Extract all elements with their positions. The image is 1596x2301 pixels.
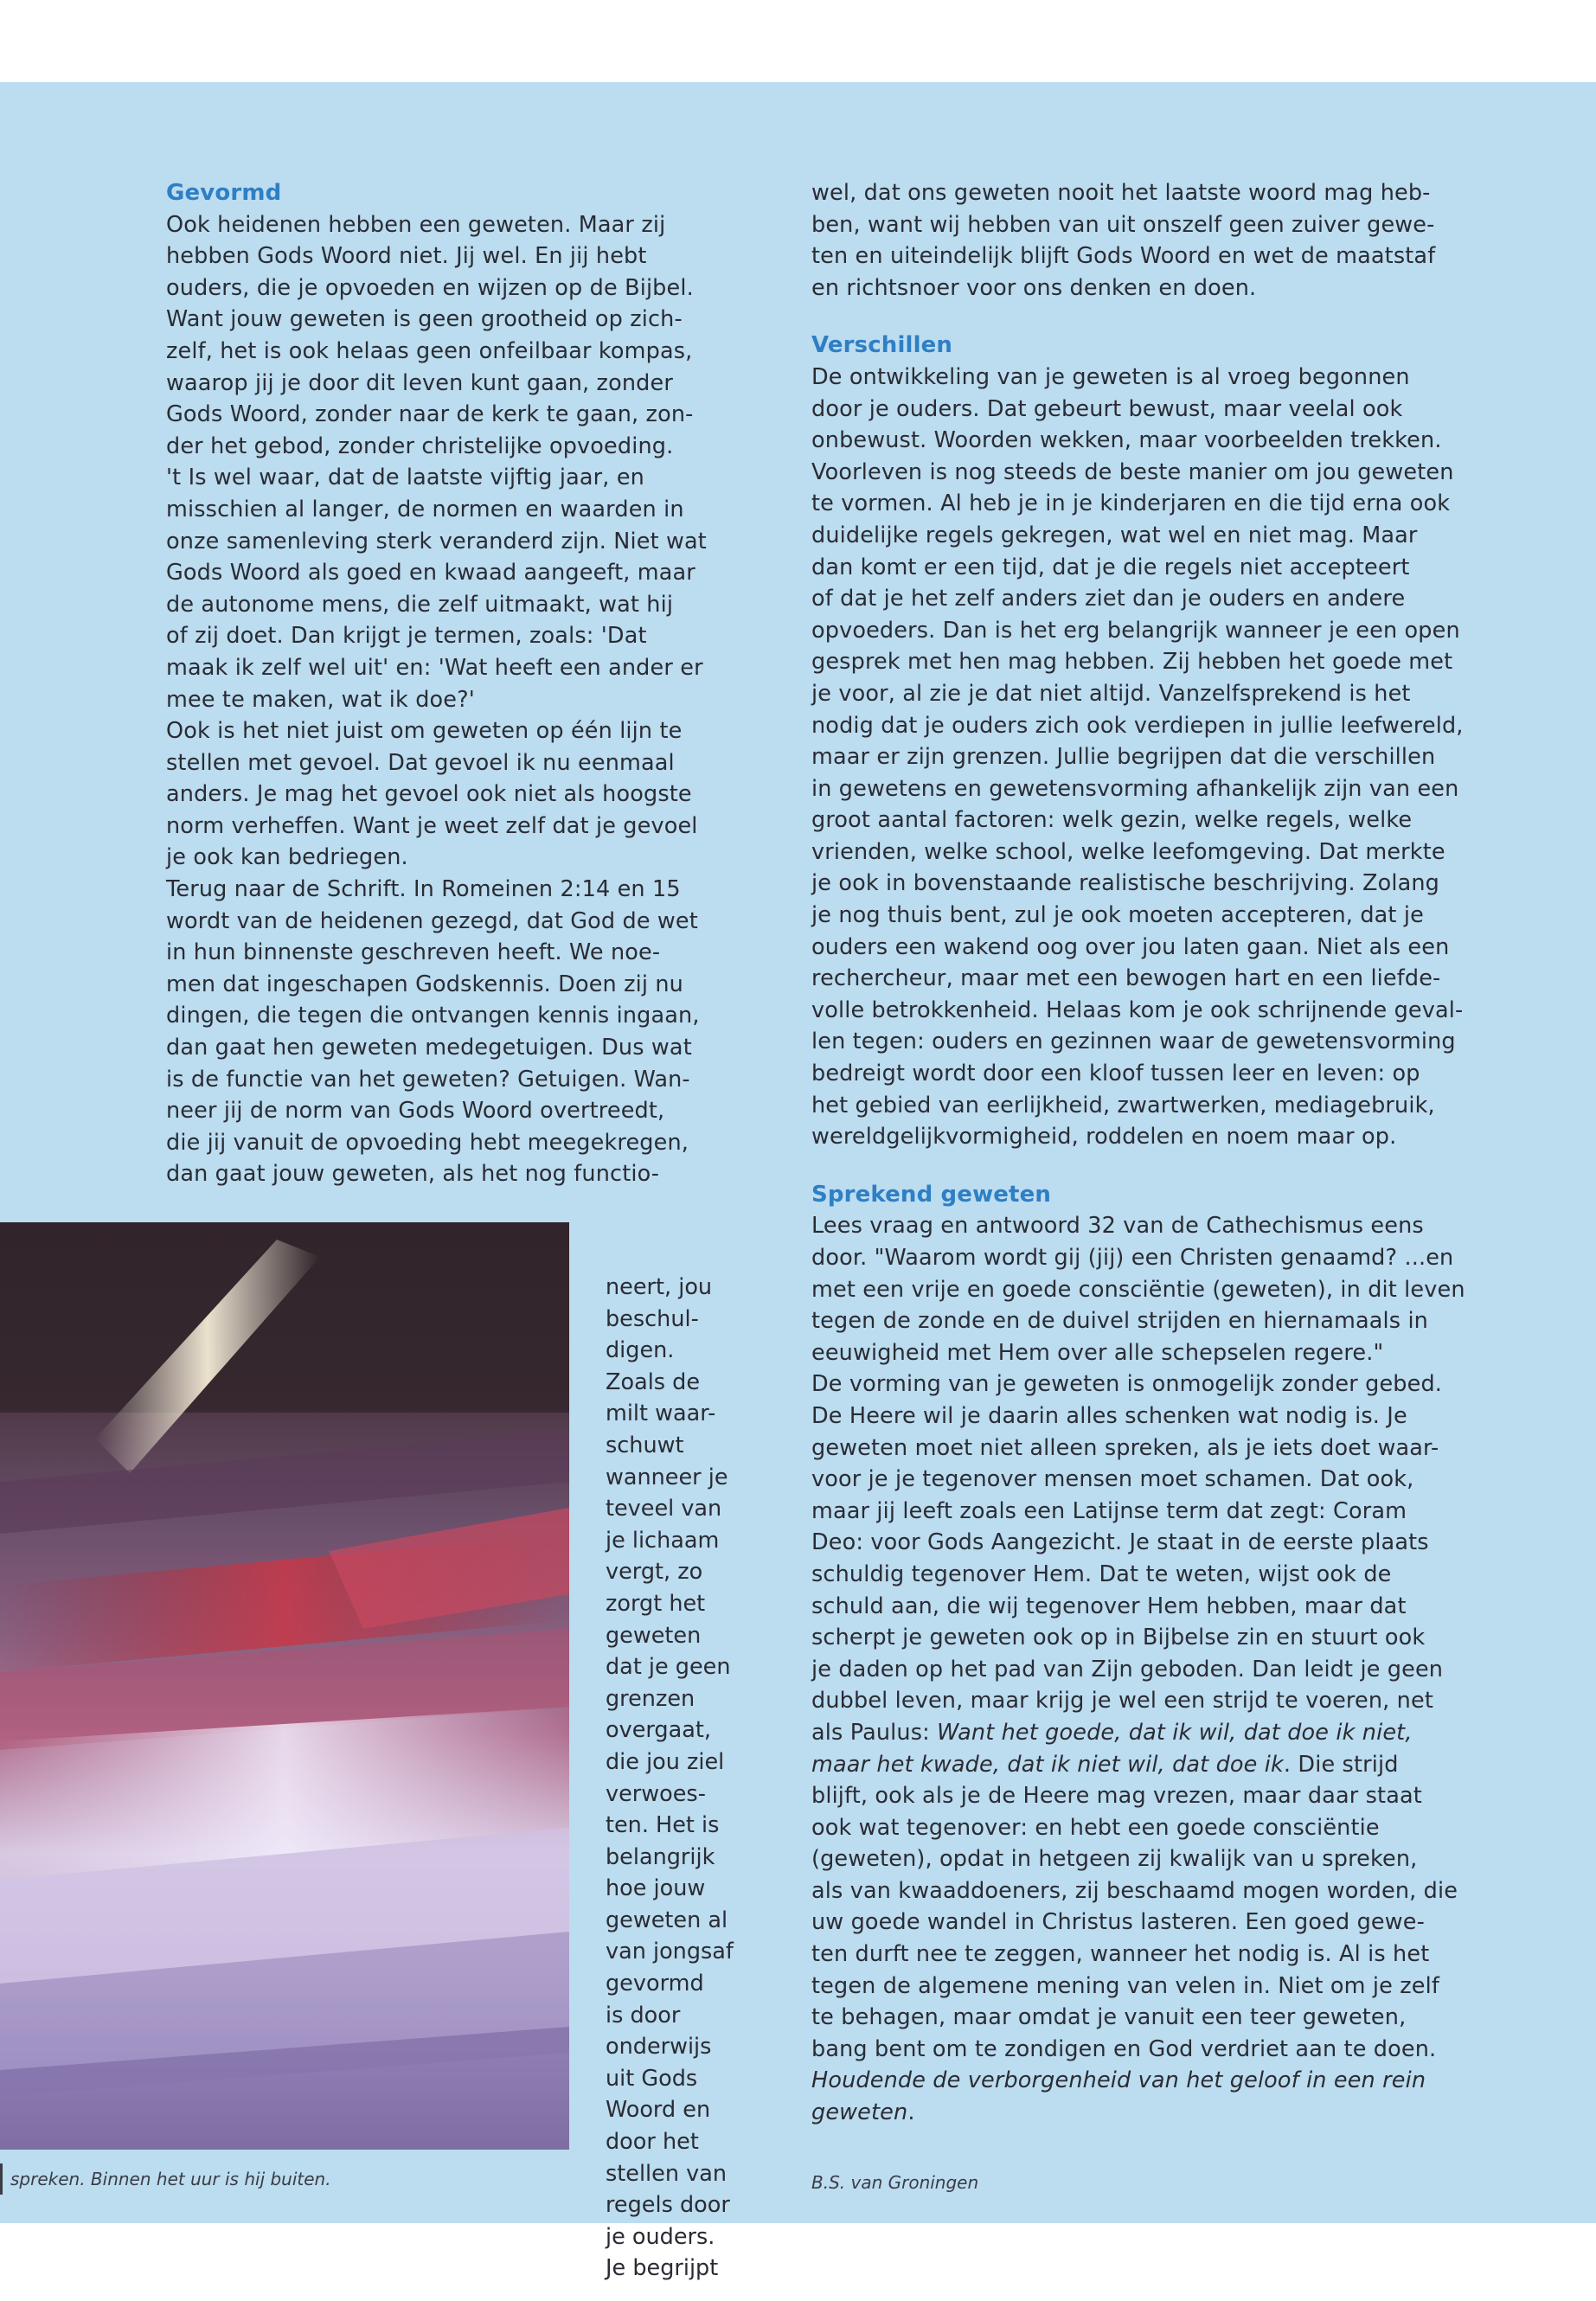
narrow-line: regels door: [606, 2192, 730, 2219]
paulus-quote-italic: Want het goede, dat ik wil, dat doe ik niet,: [937, 1719, 1413, 1746]
body-line: uw goede wandel in Christus lasteren. Een goed gewe-: [811, 1909, 1425, 1936]
narrow-line: ten. Het is: [606, 1812, 720, 1839]
body-line: len tegen: ouders en gezinnen waar de gewetensvorming: [811, 1029, 1456, 1055]
narrow-line: milt waar-: [606, 1400, 716, 1427]
photo-caption: spreken. Binnen het uur is hij buiten.: [10, 2169, 331, 2189]
narrow-line: beschul-: [606, 1305, 699, 1332]
body-line: onbewust. Woorden wekken, maar voorbeelden trekken.: [811, 427, 1442, 454]
body-line: is de functie van het geweten? Getuigen. Wan-: [166, 1066, 690, 1093]
body-line: bedreigt wordt door een kloof tussen leer en leven: op: [811, 1061, 1420, 1087]
body-line: nodig dat je ouders zich ook verdiepen in jullie leefwereld,: [811, 712, 1464, 739]
body-line: maar jij leeft zoals een Latijnse term dat zegt: Coram: [811, 1497, 1407, 1524]
narrow-line: uit Gods: [606, 2065, 698, 2092]
body-line: te behagen, maar omdat je vanuit een teer geweten,: [811, 2004, 1407, 2031]
narrow-line: gevormd: [606, 1971, 704, 1997]
narrow-line: vergt, zo: [606, 1559, 703, 1586]
closing-italic: geweten: [811, 2099, 908, 2126]
narrow-column: [606, 1272, 757, 2285]
narrow-line: belangrijk: [606, 1843, 715, 1870]
body-line: bang bent om te zondigen en God verdriet aan te doen.: [811, 2035, 1437, 2062]
body-line: misschien al langer, de normen en waarden in: [166, 496, 684, 522]
paulus-rest: . Die strijd: [1283, 1751, 1399, 1778]
body-line: scherpt je geweten ook op in Bijbelse zin en stuurt ook: [811, 1625, 1426, 1651]
body-line: de autonome mens, die zelf uitmaakt, wat hij: [166, 591, 674, 618]
body-line: het gebied van eerlijkheid, zwartwerken, mediagebruik,: [811, 1092, 1435, 1118]
body-line: (geweten), opdat in hetgeen zij kwalijk van u spreken,: [811, 1846, 1418, 1873]
narrow-line: digen.: [606, 1337, 675, 1364]
paulus-quote-italic-2: maar het kwade, dat ik niet wil, dat doe ik: [811, 1751, 1284, 1778]
left-body: [166, 209, 759, 1190]
right-column: [811, 177, 1521, 2129]
body-line: De ontwikkeling van je geweten is al vroeg begonnen: [811, 363, 1410, 390]
narrow-line: door het: [606, 2129, 699, 2156]
right-intro: [811, 177, 1521, 304]
body-line: dubbel leven, maar krijg je wel een strijd te voeren, net: [811, 1688, 1433, 1715]
body-line: schuldig tegenover Hem. Dat te weten, wijst ook de: [811, 1561, 1392, 1587]
body-line: je ook in bovenstaande realistische beschrijving. Zolang: [811, 870, 1440, 897]
body-line: dan komt er een tijd, dat je die regels niet accepteert: [811, 554, 1410, 580]
body-line: dingen, die tegen die ontvangen kennis ingaan,: [166, 1003, 700, 1029]
body-line: in hun binnenste geschreven heeft. We noe-: [166, 939, 661, 966]
body-line: duidelijke regels gekregen, wat wel en niet mag. Maar: [811, 522, 1418, 548]
narrow-line: geweten al: [606, 1907, 728, 1933]
body-line: dan gaat hen geweten medegetuigen. Dus wat: [166, 1035, 692, 1061]
body-line: 't Is wel waar, dat de laatste vijftig jaar, en: [166, 465, 644, 491]
narrow-line: die jou ziel: [606, 1748, 725, 1775]
body-line: je voor, al zie je dat niet altijd. Vanzelfsprekend is het: [811, 680, 1411, 707]
body-line: Gods Woord als goed en kwaad aangeeft, maar: [166, 560, 695, 586]
body-line: of dat je het zelf anders ziet dan je ouders en andere: [811, 586, 1406, 612]
narrow-line: hoe jouw: [606, 1875, 706, 1902]
body-line: De vorming van je geweten is onmogelijk zonder gebed.: [811, 1371, 1443, 1398]
body-line: maar er zijn grenzen. Jullie begrijpen dat die verschillen: [811, 744, 1436, 771]
body-line: je ook kan bedriegen.: [166, 844, 408, 871]
narrow-line: je ouders.: [606, 2223, 715, 2250]
body-line: hebben Gods Woord niet. Jij wel. En jij hebt: [166, 243, 647, 270]
body-line: te vormen. Al heb je in je kinderjaren en die tijd erna ook: [811, 490, 1451, 517]
section-sprekend-body: [811, 1210, 1521, 1717]
magazine-page: [0, 82, 1596, 2282]
body-line: blijft, ook als je de Heere mag vrezen, maar daar staat: [811, 1783, 1422, 1810]
narrow-line: wanneer je: [606, 1464, 728, 1490]
left-column: [166, 177, 759, 1190]
section-sprekend-body-2: [811, 1780, 1521, 2065]
body-line: onze samenleving sterk veranderd zijn. Niet wat: [166, 528, 707, 554]
body-line: ouders een wakend oog over jou laten gaan. Niet als een: [811, 933, 1450, 960]
body-line: door je ouders. Dat gebeurt bewust, maar veelal ook: [811, 395, 1403, 422]
narrow-line: grenzen: [606, 1685, 695, 1712]
body-line: waarop jij je door dit leven kunt gaan, zonder: [166, 369, 673, 396]
narrow-line: geweten: [606, 1622, 702, 1649]
heading-gevormd: Gevormd: [166, 180, 282, 206]
narrow-line: Je begrijpt: [606, 2255, 719, 2282]
body-line: wel, dat ons geweten nooit het laatste woord mag heb-: [811, 180, 1431, 206]
narrow-line: teveel van: [606, 1496, 722, 1522]
narrow-line: neert, jou: [606, 1274, 713, 1300]
paulus-quote-line: [811, 1717, 1521, 1749]
blurred-photo: [0, 1222, 569, 2150]
body-line: als van kwaaddoeners, zij beschaamd mogen worden, die: [811, 1877, 1458, 1904]
narrow-line: is door: [606, 2002, 681, 2029]
body-line: Voorleven is nog steeds de beste manier om jou geweten: [811, 458, 1454, 485]
body-line: vrienden, welke school, welke leefomgeving. Dat merkte: [811, 838, 1445, 865]
body-line: Terug naar de Schrift. In Romeinen 2:14 en 15: [166, 876, 681, 903]
body-line: geweten moet niet alleen spreken, als je iets doet waar-: [811, 1434, 1439, 1461]
body-line: opvoeders. Dan is het erg belangrijk wanneer je een open: [811, 617, 1460, 644]
body-line: mee te maken, wat ik doe?': [166, 686, 475, 713]
body-line: anders. Je mag het gevoel ook niet als hoogste: [166, 781, 692, 808]
paulus-prefix: als Paulus:: [811, 1719, 938, 1746]
body-line: ook wat tegenover: en hebt een goede consciëntie: [811, 1814, 1380, 1841]
narrow-line: Woord en: [606, 2097, 711, 2124]
narrow-line: dat je geen: [606, 1654, 731, 1681]
body-line: in gewetens en gewetensvorming afhankelijk zijn van een: [811, 775, 1459, 802]
body-line: maak ik zelf wel uit' en: 'Wat heeft een ander er: [166, 654, 703, 681]
narrow-line: overgaat,: [606, 1717, 711, 1744]
body-line: neer jij de norm van Gods Woord overtreedt,: [166, 1098, 665, 1125]
closing-line-2: [811, 2097, 1521, 2129]
body-line: door. "Waarom wordt gij (jij) een Christen genaamd? ...en: [811, 1245, 1454, 1271]
narrow-line: verwoes-: [606, 1780, 706, 1807]
body-line: wereldgelijkvormigheid, roddelen en noem maar op.: [811, 1124, 1397, 1150]
caption-marker: [0, 2163, 3, 2195]
body-line: eeuwigheid met Hem over alle schepselen regere.": [811, 1339, 1384, 1366]
body-line: ten en uiteindelijk blijft Gods Woord en wet de maatstaf: [811, 243, 1436, 270]
body-line: tegen de zonde en de duivel strijden en hiernamaals in: [811, 1308, 1428, 1335]
body-line: Gods Woord, zonder naar de kerk te gaan, zon-: [166, 401, 694, 428]
body-line: rechercheur, maar met een bewogen hart en een liefde-: [811, 965, 1441, 992]
body-line: voor je je tegenover mensen moet schamen. Dat ook,: [811, 1466, 1414, 1493]
narrow-line: schuwt: [606, 1432, 684, 1458]
body-line: ten durft nee te zeggen, wanneer het nodig is. Al is het: [811, 1941, 1430, 1968]
heading-verschillen: Verschillen: [811, 332, 953, 359]
body-line: tegen de algemene mening van velen in. Niet om je zelf: [811, 1972, 1439, 1999]
body-line: der het gebod, zonder christelijke opvoeding.: [166, 433, 674, 459]
body-line: Lees vraag en antwoord 32 van de Cathechismus eens: [811, 1213, 1424, 1240]
section-verschillen-body: [811, 362, 1521, 1153]
body-line: of zij doet. Dan krijgt je termen, zoals: 'Dat: [166, 623, 647, 650]
body-line: gesprek met hen mag hebben. Zij hebben het goede met: [811, 649, 1453, 676]
body-line: ouders, die je opvoeden en wijzen op de Bijbel.: [166, 274, 694, 301]
closing-period: .: [907, 2099, 915, 2126]
narrow-line: stellen van: [606, 2160, 727, 2187]
body-line: je nog thuis bent, zul je ook moeten accepteren, dat je: [811, 902, 1424, 929]
body-line: men dat ingeschapen Godskennis. Doen zij nu: [166, 971, 683, 997]
body-line: Want jouw geweten is geen grootheid op zich-: [166, 306, 683, 333]
narrow-line: je lichaam: [606, 1527, 720, 1554]
body-line: groot aantal factoren: welk gezin, welke regels, welke: [811, 807, 1413, 834]
narrow-line: onderwijs: [606, 2034, 712, 2061]
body-line: wordt van de heidenen gezegd, dat God de wet: [166, 907, 698, 934]
body-line: volle betrokkenheid. Helaas kom je ook schrijnende geval-: [811, 997, 1464, 1023]
body-line: stellen met gevoel. Dat gevoel ik nu eenmaal: [166, 749, 675, 776]
body-line: ben, want wij hebben van uit onszelf geen zuiver gewe-: [811, 211, 1435, 238]
body-line: norm verheffen. Want je weet zelf dat je gevoel: [166, 812, 698, 839]
author-byline: B.S. van Groningen: [811, 2172, 979, 2193]
body-line: met een vrije en goede consciëntie (geweten), in dit leven: [811, 1276, 1465, 1303]
body-line: Ook heidenen hebben een geweten. Maar zij: [166, 211, 666, 238]
narrow-line: Zoals de: [606, 1368, 701, 1395]
body-line: die jij vanuit de opvoeding hebt meegekregen,: [166, 1129, 689, 1156]
body-line: dan gaat jouw geweten, als het nog functio-: [166, 1161, 660, 1188]
closing-line-1: Houdende de verborgenheid van het geloof in een rein: [811, 2067, 1426, 2094]
narrow-line: zorgt het: [606, 1590, 706, 1617]
body-line: Deo: voor Gods Aangezicht. Je staat in de eerste plaats: [811, 1529, 1429, 1556]
paulus-quote-line-2: [811, 1749, 1521, 1781]
body-line: en richtsnoer voor ons denken en doen.: [811, 274, 1257, 301]
body-line: zelf, het is ook helaas geen onfeilbaar kompas,: [166, 337, 693, 364]
body-line: Ook is het niet juist om geweten op één lijn te: [166, 718, 683, 745]
narrow-line: van jongsaf: [606, 1939, 734, 1965]
body-line: je daden op het pad van Zijn geboden. Dan leidt je geen: [811, 1656, 1444, 1682]
body-line: schuld aan, die wij tegenover Hem hebben, maar dat: [811, 1593, 1407, 1619]
body-line: De Heere wil je daarin alles schenken wat nodig is. Je: [811, 1402, 1407, 1429]
heading-sprekend-geweten: Sprekend geweten: [811, 1181, 1052, 1208]
